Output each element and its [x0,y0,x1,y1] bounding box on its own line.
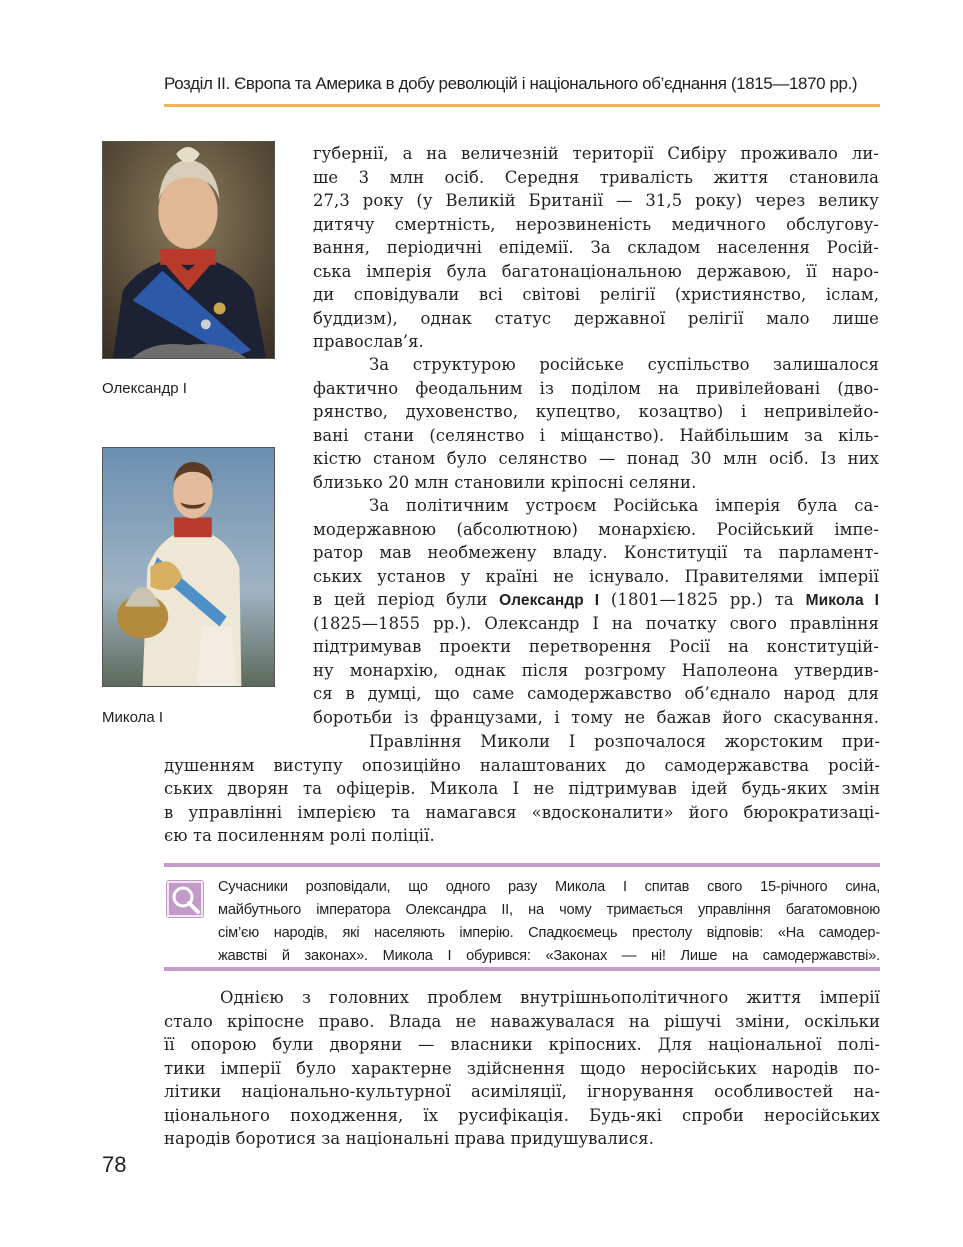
text-line: народів боротися за національні права придушувалися. [164,1129,654,1148]
caption-alexander-i: Олександр І [102,380,187,397]
text-line: жавстві й законах». Микола І обурився: «Законах — ні! Лише на самодержавстві». [218,948,880,964]
text-line: ся в думці, що саме самодержавство об’єднало народ для [313,684,879,703]
text-line: майбутнього імператора Олександра ІІ, на чому тримається управління багатомовною [218,902,880,918]
page-number: 78 [102,1152,127,1177]
section-society [313,353,879,494]
portrait-alexander-i [102,141,275,359]
ruler-name-nicholas: Микола І [805,592,879,609]
section-nicholas-reign [164,730,880,848]
text-fragment: (1801—1825 рр.) та [599,590,806,609]
portrait-nicholas-i [102,447,275,687]
text-fragment: в цей період були [313,590,500,609]
text-line: За структурою російське суспільство залишалося [369,355,879,374]
text-line: рянство, духовенство, купецтво, козацтво) і непривілейо- [313,402,879,421]
text-line: стало кріпосне право. Влада не наважувалася на рішучі зміни, оскільки [164,1011,880,1031]
header-rule [164,104,880,107]
quote-top-rule [164,863,880,867]
quote-bottom-rule [164,967,880,971]
text-line: Правління Миколи І розпочалося жорстоким при- [369,732,880,751]
text-line: православ’я. [313,332,424,351]
text-line: ських дворян та офіцерів. Микола І не підтримував ідей будь-яких змін [164,779,880,798]
text-line: літики національно-культурної асиміляції, ігнорування особливостей на- [164,1082,880,1101]
text-line: боротьби із французами, і тому не бажав його скасування. [313,707,879,727]
text-line: кістю станом було селянство — понад 30 млн осіб. Із них [313,449,879,468]
anecdote-text [218,876,880,968]
ruler-name-alexander: Олександр І [499,592,600,609]
section-population [313,142,879,354]
section-politics [313,494,879,729]
text-line: буддизм), однак статус державної релігії мало лише [313,308,879,328]
text-line: тики імперії було характерне здійснення щодо неросійських народів по- [164,1058,880,1078]
text-line: ських установ у країні не існувало. Правителями імперії [313,566,879,586]
text-line: дитячу смертність, нерозвиненість медичного обслугову- [313,214,879,234]
text-line: вання, періодичні епідемії. За складом населення Росій- [313,238,879,257]
text-line: близько 20 млн становили кріпосні селяни. [313,472,697,492]
text-line: єю та посиленням ролі поліції. [164,826,435,845]
text-line: Сучасники розповідали, що одного разу Микола І спитав свого 15-річного сина, [218,879,880,895]
text-line: сім’єю народів, які населяють імперію. Спадкоємець престолу відповів: «На самодер- [218,925,880,941]
text-line: губернії, а на величезній території Сибіру проживало ли- [313,144,879,163]
text-line: в управлінні імперією та намагався «вдосконалити» його бюрократизаці- [164,802,880,822]
text-line: модержавною (абсолютною) монархією. Російський імпе- [313,519,879,539]
text-line: ратор мав необмежену владу. Конституції та парламент- [313,543,879,562]
text-line: ше 3 млн осіб. Середня тривалість життя становила [313,167,879,187]
section-serfdom [164,986,880,1151]
text-line: ська імперія була багатонаціональною державою, її наро- [313,261,879,281]
text-line: ди сповідували всі світові релігії (християнство, іслам, [313,285,879,304]
magnifier-icon [166,880,204,918]
caption-nicholas-i: Микола І [102,709,164,726]
text-line: ну монархію, однак після розгрому Наполеона утвердив- [313,660,879,680]
text-line: За політичним устроєм Російська імперія була са- [369,496,879,515]
text-line: 27,3 року (у Великій Британії — 31,5 року) через велику [313,191,879,210]
text-line: Однією з головних проблем внутрішньополітичного життя імперії [220,988,880,1007]
text-line: душенням виступу опозиційно налаштованих до самодержавства росій- [164,755,880,775]
text-line: вані стани (селянство і міщанство). Найбільшим за кіль- [313,425,879,445]
text-line: фактично феодальним із поділом на привілейовані (дво- [313,378,879,398]
text-line: (1825—1855 рр.). Олександр І на початку свого правління [313,613,879,633]
text-line: підтримував проекти перетворення Росії на конституцій- [313,637,879,656]
text-line: її опорою були дворяни — власники кріпосних. Для національної полі- [164,1035,880,1054]
text-line-rulers [313,588,879,612]
chapter-header: Розділ ІІ. Європа та Америка в добу революцій і національного об’єднання (1815—1870 рр.) [164,74,858,93]
text-line: ціонального походження, їх русифікація. Будь-які спроби неросійських [164,1105,880,1125]
